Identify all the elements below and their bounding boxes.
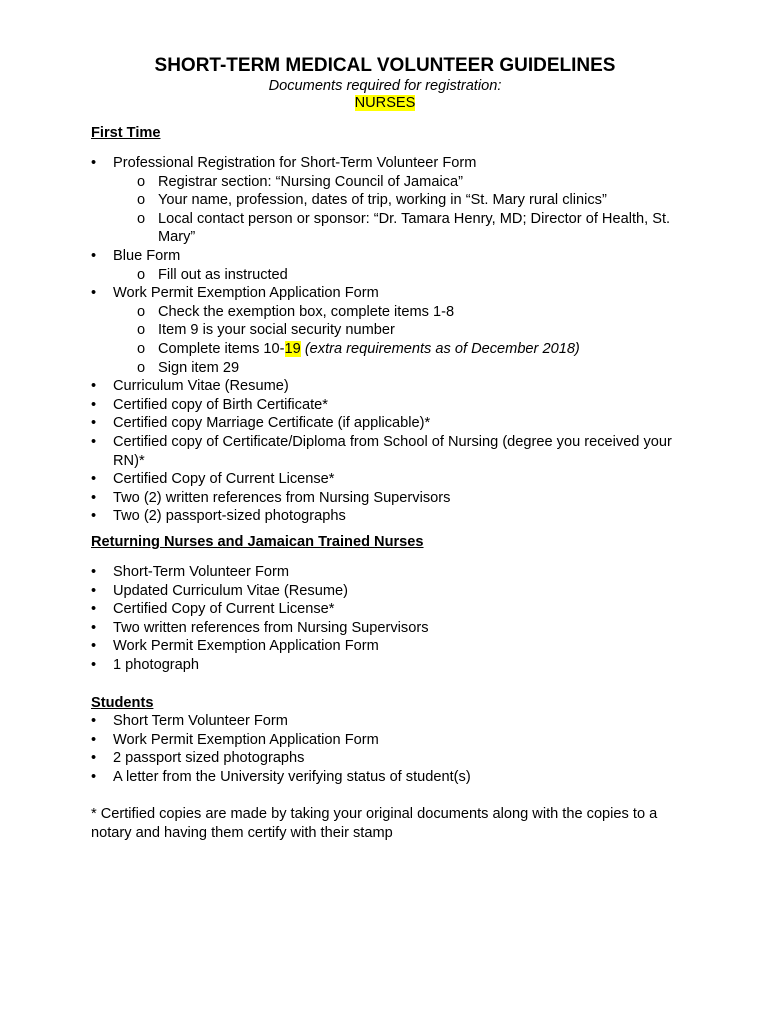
sub-list-item: o Your name, profession, dates of trip, working in “St. Mary rural clinics” (113, 191, 691, 210)
section-heading-returning: Returning Nurses and Jamaican Trained Nurses (91, 534, 424, 550)
list-item-text: Blue Form (113, 247, 181, 264)
list-item-text: Work Permit Exemption Application Form (113, 285, 379, 302)
list-item: • Certified copy of Certificate/Diploma from School of Nursing (degree you received your RN)* (91, 433, 691, 470)
list-item (91, 154, 691, 247)
list-item: • Two written references from Nursing Supervisors (91, 619, 691, 638)
sub-list-item-text: Complete items 10- (158, 340, 285, 357)
returning-list (91, 563, 691, 675)
sub-list-item: o Sign item 29 (113, 359, 691, 378)
list-item: • 1 photograph (91, 656, 691, 675)
highlighted-number: 19 (284, 340, 301, 357)
first-time-list (91, 154, 691, 526)
sub-list-item: o Item 9 is your social security number (113, 321, 691, 340)
list-item: • Certified Copy of Current License* (91, 600, 691, 619)
list-item-text: Professional Registration for Short-Term Volunteer Form (113, 155, 477, 171)
sub-list-item: o Local contact person or sponsor: “Dr. Tamara Henry, MD; Director of Health, St. Mary” (113, 210, 691, 247)
sub-list-item: o Fill out as instructed (113, 266, 691, 285)
list-item: • 2 passport sized photographs (91, 749, 691, 768)
sub-list (113, 173, 691, 247)
list-item: • Work Permit Exemption Application Form (91, 731, 691, 750)
list-item: • Certified Copy of Current License* (91, 470, 691, 489)
page-subtitle: Documents required for registration: (268, 78, 502, 94)
sub-list-item: o Registrar section: “Nursing Council of Jamaica” (113, 173, 691, 192)
list-item: • Two (2) passport-sized photographs (91, 507, 691, 526)
section-heading-students: Students (91, 695, 154, 711)
sub-list (113, 266, 691, 285)
list-item: • Short Term Volunteer Form (91, 712, 691, 731)
sub-list-item: o Check the exemption box, complete items 1-8 (113, 303, 691, 322)
list-item: • Updated Curriculum Vitae (Resume) (91, 582, 691, 601)
footnote: * Certified copies are made by taking your original documents along with the copies to a notary and having them certify with their stamp (91, 806, 658, 841)
list-item: • Short-Term Volunteer Form (91, 563, 691, 582)
page-title: SHORT-TERM MEDICAL VOLUNTEER GUIDELINES (154, 55, 616, 76)
list-item (91, 284, 691, 377)
list-item: • Work Permit Exemption Application Form (91, 637, 691, 656)
students-list (91, 712, 691, 786)
list-item: • Two (2) written references from Nursing Supervisors (91, 489, 691, 508)
sub-list (113, 303, 691, 377)
requirement-note: (extra requirements as of December 2018) (300, 340, 580, 357)
category-label: NURSES (354, 95, 416, 111)
list-item: • Certified copy of Birth Certificate* (91, 396, 691, 415)
category-label-wrap (0, 94, 770, 113)
list-item: • A letter from the University verifying status of student(s) (91, 768, 691, 787)
list-item (91, 247, 691, 284)
list-item: • Certified copy Marriage Certificate (if applicable)* (91, 414, 691, 433)
sub-list-item (113, 340, 691, 359)
list-item: • Curriculum Vitae (Resume) (91, 377, 691, 396)
section-heading-first-time: First Time (91, 125, 161, 141)
